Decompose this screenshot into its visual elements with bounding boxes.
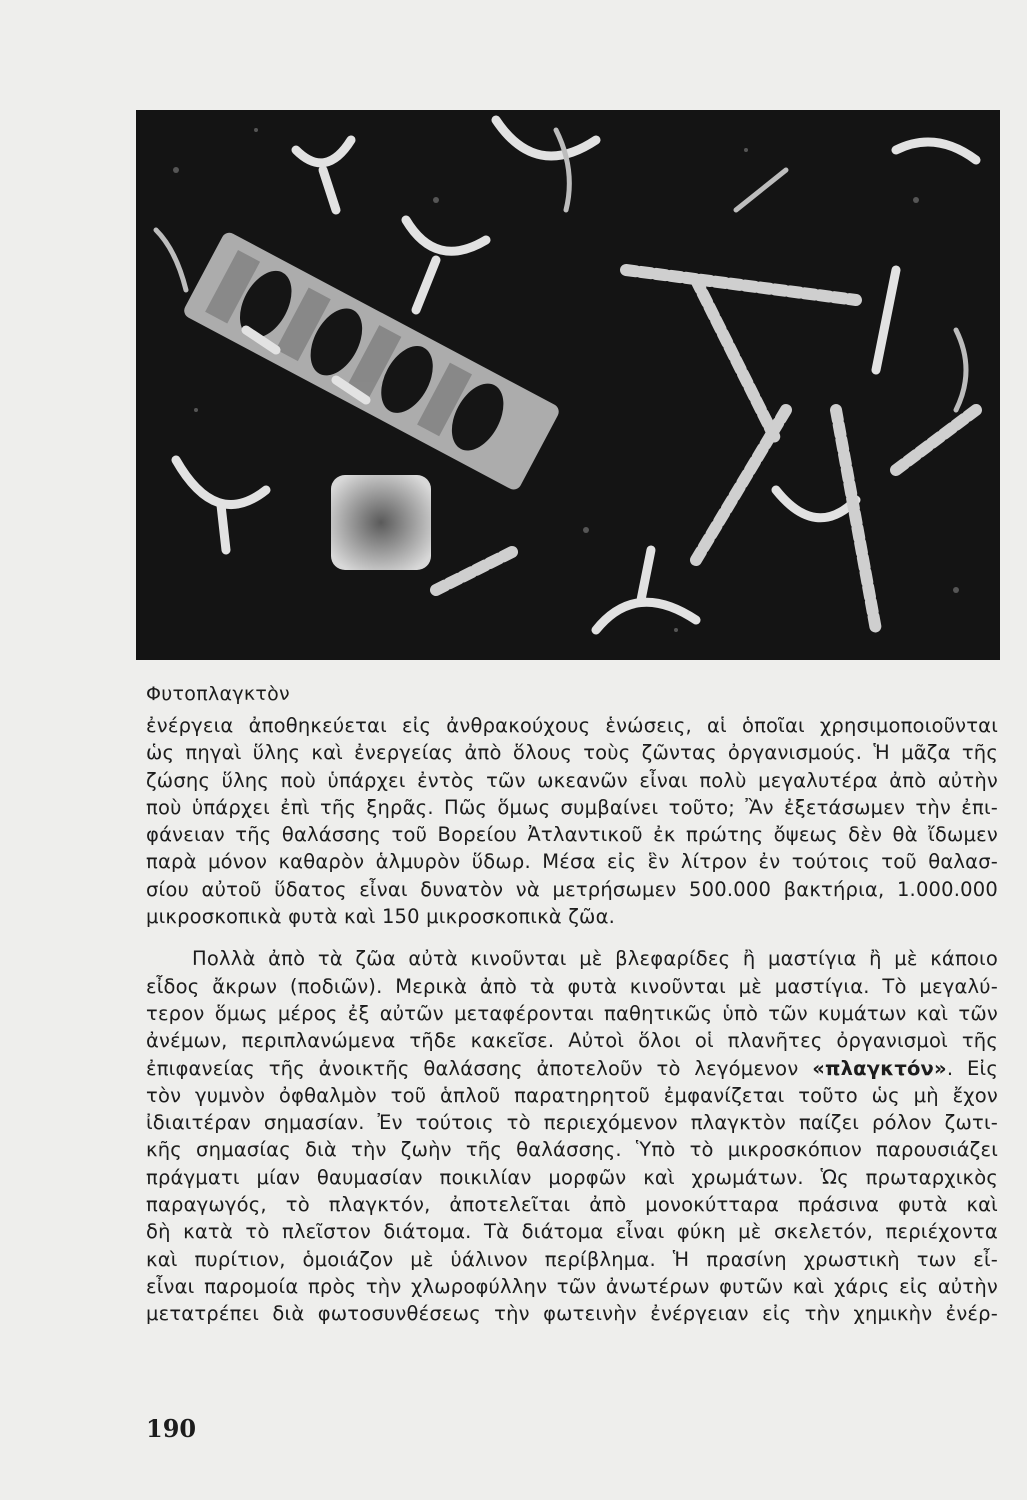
body-text	[146, 712, 998, 1328]
text-line: φάνειαν τῆς θαλάσσης τοῦ Βορείου Ἀτλαντικοῦ ἐκ πρώτης ὄψεως δὲν θὰ ἴδωμεν	[146, 823, 998, 847]
paragraph-1	[146, 712, 998, 930]
phytoplankton-photo	[136, 110, 1000, 660]
text-line: καὶ πυρίτιον, ὁμοιάζον μὲ ὑάλινον περίβλημα. Ἡ πρασίνη χρωστικὴ των εἶ-	[146, 1247, 998, 1271]
text-line: ἐνέργεια ἀποθηκεύεται εἰς ἀνθρακούχους ἑνώσεις, αἱ ὁποῖαι χρησιμοποιοῦνται	[146, 714, 998, 737]
text-line	[146, 1055, 998, 1082]
text-line: ἀνέμων, περιπλανώμενα τῆδε κακεῖσε. Αὐτοὶ ὅλοι οἱ πλανῆτες ὀργανισμοὶ τῆς	[146, 1029, 998, 1053]
figure-caption: Φυτοπλαγκτὸν	[146, 683, 290, 705]
paragraph-2	[146, 945, 998, 1327]
phytoplankton-illustration	[136, 110, 1000, 660]
text-line: σίου αὐτοῦ ὕδατος εἶναι δυνατὸν νὰ μετρήσωμεν 500.000 βακτήρια, 1.000.000	[146, 877, 998, 901]
text-line: παρὰ μόνον καθαρὸν ἁλμυρὸν ὕδωρ. Μέσα εἰς ἓν λίτρον ἐν τούτοις τοῦ θαλασ-	[146, 850, 998, 874]
text-line: ποὺ ὑπάρχει ἐπὶ τῆς ξηρᾶς. Πῶς ὅμως συμβαίνει τοῦτο; Ἂν ἐξετάσωμεν τὴν ἐπι-	[146, 795, 998, 819]
text-line: Πολλὰ ἀπὸ τὰ ζῶα αὐτὰ κινοῦνται μὲ βλεφαρίδες ἢ μαστίγια ἢ μὲ κάποιο	[192, 947, 998, 971]
page-number: 190	[146, 1414, 197, 1443]
text-line: δὴ κατὰ τὸ πλεῖστον διάτομα. Τὰ διάτομα εἶναι φύκη μὲ σκελετόν, περιέχοντα	[146, 1220, 998, 1244]
text-segment: ἐπιφανείας τῆς ἀνοικτῆς θαλάσσης ἀποτελοῦν τὸ λεγόμενον	[146, 1056, 813, 1080]
text-line: μικροσκοπικὰ φυτὰ καὶ 150 μικροσκοπικὰ ζῶα.	[146, 905, 616, 929]
text-line: ἰδιαιτέραν σημασίαν. Ἐν τούτοις τὸ περιεχόμενον πλαγκτὸν παίζει ρόλον ζωτι-	[146, 1111, 998, 1135]
text-line: παραγωγός, τὸ πλαγκτόν, ἀποτελεῖται ἀπὸ μονοκύτταρα πράσινα φυτὰ καὶ	[146, 1193, 998, 1217]
text-line: μετατρέπει διὰ φωτοσυνθέσεως τὴν φωτεινὴν ἐνέργειαν εἰς τὴν χημικὴν ἐνέρ-	[146, 1302, 998, 1326]
plankton-term: «πλαγκτόν»	[812, 1056, 947, 1080]
text-line: κῆς σημασίας διὰ τὴν ζωὴν τῆς θαλάσσης. Ὑπὸ τὸ μικροσκόπιον παρουσιάζει	[146, 1138, 998, 1162]
text-line: εἶναι παρομοία πρὸς τὴν χλωροφύλλην τῶν ἀνωτέρων φυτῶν καὶ χάρις εἰς αὐτὴν	[146, 1274, 998, 1298]
text-segment: . Εἰς	[946, 1056, 999, 1080]
text-line: πράγματι μίαν θαυμασίαν ποικιλίαν μορφῶν καὶ χρωμάτων. Ὡς πρωταρχικὸς	[146, 1165, 998, 1189]
text-line: ὡς πηγαὶ ὕλης καὶ ἐνεργείας ἀπὸ ὅλους τοὺς ζῶντας ὀργανισμούς. Ἡ μᾶζα τῆς	[146, 741, 998, 765]
text-line: τὸν γυμνὸν ὀφθαλμὸν τοῦ ἁπλοῦ παρατηρητοῦ ἐμφανίζεται τοῦτο ὡς μὴ ἔχον	[146, 1083, 998, 1107]
text-line: ζώσης ὕλης ποὺ ὑπάρχει ἐντὸς τῶν ωκεανῶν εἶναι πολὺ μεγαλυτέρα ἀπὸ αὐτὴν	[146, 768, 998, 792]
text-line: τερον ὅμως μέρος ἐξ αὐτῶν μεταφέρονται παθητικῶς ὑπὸ τῶν κυμάτων καὶ τῶν	[146, 1001, 998, 1025]
text-line: εἶδος ἄκρων (ποδιῶν). Μερικὰ ἀπὸ τὰ φυτὰ κινοῦνται μὲ μαστίγια. Τὸ μεγαλύ-	[146, 974, 998, 998]
